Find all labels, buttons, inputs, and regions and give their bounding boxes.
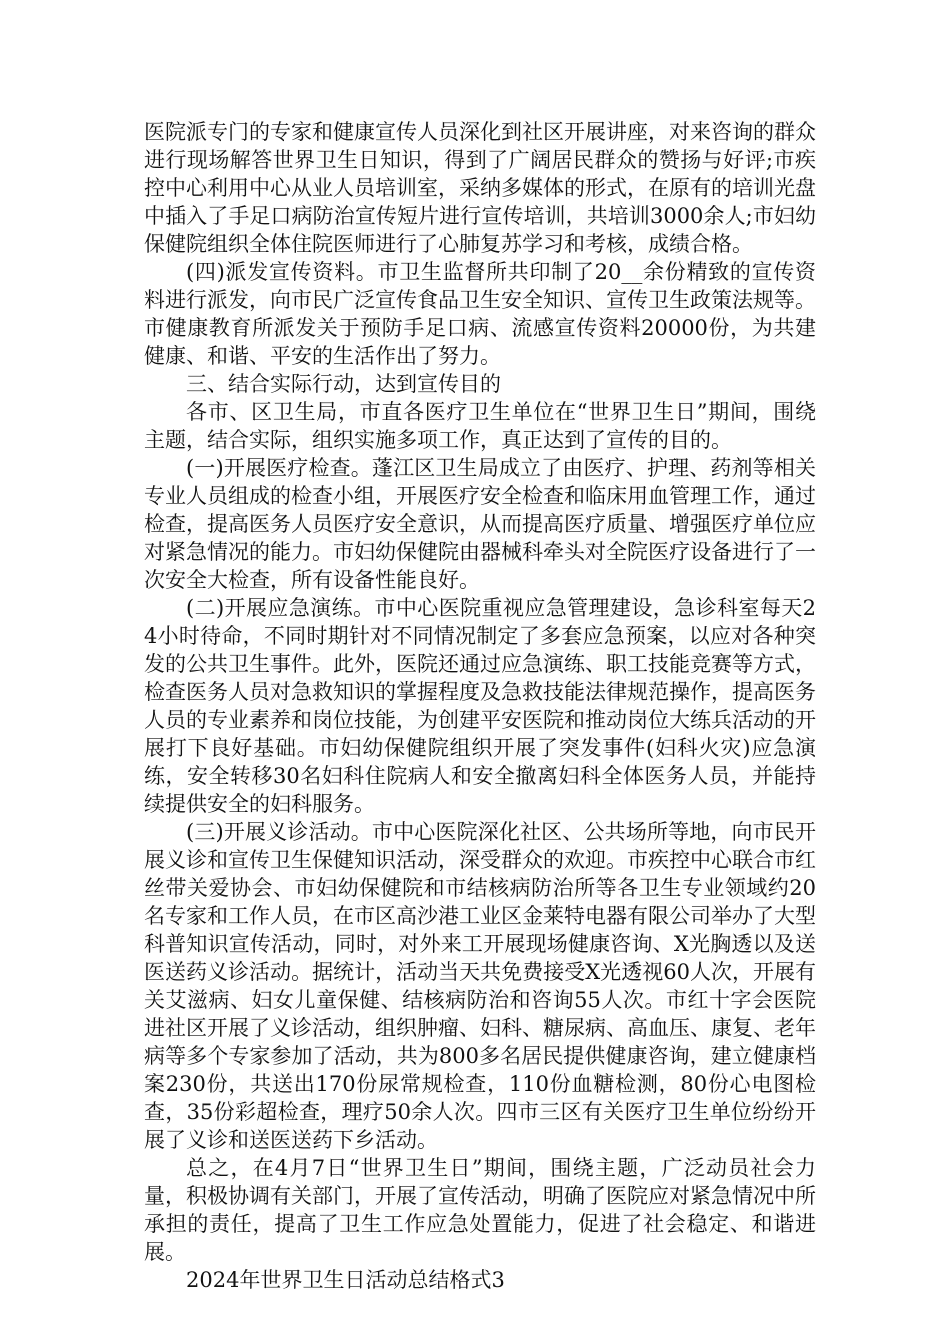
paragraph-free-clinic: (三)开展义诊活动。市中心医院深化社区、公共场所等地，向市民开展义诊和宣传卫生保健知识活动，深受群众的欢迎。市疾控中心联合市红丝带关爱协会、市妇幼保健院和市结核病防治所等各卫生专业领域约20名专家和工作人员，在市区高沙港工业区金莱特电器有限公司举办了大型科普知识宣传活动，同时，对外来工开展现场健康咨询、X光胸透以及送医送药义诊活动。据统计，活动当天共免费接受X光透视60人次，开展有关艾滋病、妇女儿童保健、结核病防治和咨询55人次。市红十字会医院进社区开展了义诊活动，组织肿瘤、妇科、糖尿病、高血压、康复、老年病等多个专家参加了活动，共为800多名居民提供健康咨询，建立健康档案230份，共送出170份尿常规检查，110份血糖检测，80份心电图检查，35份彩超检查，理疗50余人次。四市三区有关医疗卫生单位纷纷开展了义诊和送医送药下乡活动。 <box>144 820 816 1152</box>
paragraph-summary: 总之，在4月7日“世界卫生日”期间，围绕主题，广泛动员社会力量，积极协调有关部门，开展了宣传活动，明确了医院应对紧急情况中所承担的责任，提高了卫生工作应急处置能力，促进了社会稳定、和谐进展。 <box>144 1156 816 1264</box>
paragraph-section-intro: 各市、区卫生局，市直各医疗卫生单位在“世界卫生日”期间，围绕主题，结合实际，组织实施多项工作，真正达到了宣传的目的。 <box>144 400 816 452</box>
paragraph-distribute-materials: (四)派发宣传资料。市卫生监督所共印制了20__余份精致的宣传资料进行派发，向市民广泛宣传食品卫生安全知识、宣传卫生政策法规等。市健康教育所派发关于预防手足口病、流感宣传资料20000份，为共建健康、和谐、平安的生活作出了努力。 <box>144 260 816 368</box>
paragraph-emergency-drill: (二)开展应急演练。市中心医院重视应急管理建设，急诊科室每天24小时待命，不同时期针对不同情况制定了多套应急预案，以应对各种突发的公共卫生事件。此外，医院还通过应急演练、职工技能竞赛等方式，检查医务人员对急救知识的掌握程度及急救技能法律规范操作，提高医务人员的专业素养和岗位技能，为创建平安医院和推动岗位大练兵活动的开展打下良好基础。市妇幼保健院组织开展了突发事件(妇科火灾)应急演练，安全转移30名妇科住院病人和安全撤离妇科全体医务人员，并能持续提供安全的妇科服务。 <box>144 596 816 816</box>
next-document-title: 2024年世界卫生日活动总结格式3 <box>186 1268 505 1292</box>
document-page <box>144 118 816 1294</box>
paragraph-medical-inspection: (一)开展医疗检查。蓬江区卫生局成立了由医疗、护理、药剂等相关专业人员组成的检查小组，开展医疗安全检查和临床用血管理工作，通过检查，提高医务人员医疗安全意识，从而提高医疗质量、增强医疗单位应对紧急情况的能力。市妇幼保健院由器械科牵头对全院医疗设备进行了一次安全大检查，所有设备性能良好。 <box>144 456 816 592</box>
paragraph-continuation: 医院派专门的专家和健康宣传人员深化到社区开展讲座，对来咨询的群众进行现场解答世界卫生日知识，得到了广阔居民群众的赞扬与好评;市疾控中心利用中心从业人员培训室，采纳多媒体的形式，在原有的培训光盘中插入了手足口病防治宣传短片进行宣传培训，共培训3000余人;市妇幼保健院组织全体住院医师进行了心肺复苏学习和考核，成绩合格。 <box>144 120 816 256</box>
section-heading-three: 三、结合实际行动，达到宣传目的 <box>186 372 501 396</box>
